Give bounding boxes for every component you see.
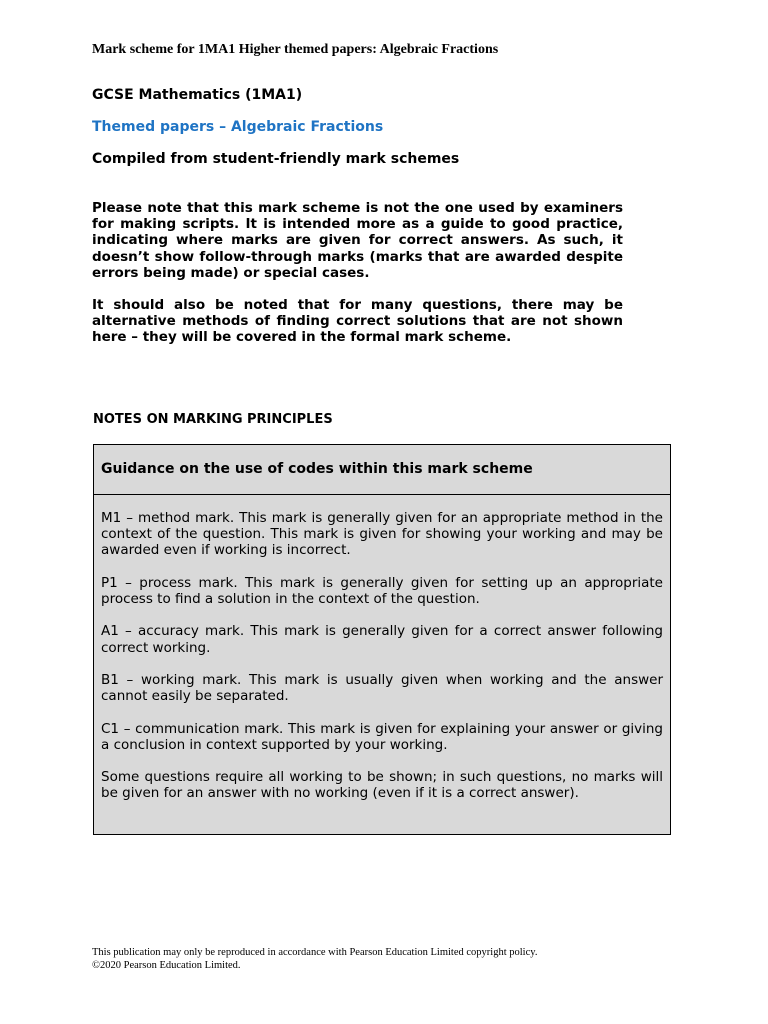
page-footer	[92, 946, 537, 972]
intro-paragraph-2: It should also be noted that for many questions, there may be alternative methods of finding correct solutions that are not shown here – they will be covered in the formal mark scheme.	[92, 297, 623, 346]
code-c1: C1 – communication mark. This mark is given for explaining your answer or giving a conclusion in context supported by your working.	[101, 720, 663, 753]
course-title: GCSE Mathematics (1MA1)	[92, 87, 303, 103]
document-subtitle: Themed papers – Algebraic Fractions	[92, 119, 384, 135]
compiled-note: Compiled from student-friendly mark schemes	[92, 151, 460, 167]
copyright-line: ©2020 Pearson Education Limited.	[92, 960, 241, 971]
code-b1: B1 – working mark. This mark is usually given when working and the answer cannot easily be separated.	[101, 671, 663, 705]
guidance-box	[93, 444, 671, 835]
code-p1: P1 – process mark. This mark is generally given for setting up an appropriate process to find a solution in the context of the question.	[101, 574, 663, 607]
working-note: Some questions require all working to be shown; in such questions, no marks will be given for an answer with no working (even if it is a correct answer).	[101, 769, 663, 802]
codes-list	[101, 510, 663, 818]
intro-paragraph-1: Please note that this mark scheme is not the one used by examiners for making scripts. It is intended more as a guide to good practice, indicating where marks are given for correct answers. As such, it doesn’t show follow-through marks (marks that are awarded despite errors being made) or special cases.	[92, 200, 623, 281]
guidance-title: Guidance on the use of codes within this mark scheme	[94, 445, 670, 495]
notes-heading: NOTES ON MARKING PRINCIPLES	[93, 412, 333, 427]
code-m1: M1 – method mark. This mark is generally given for an appropriate method in the context of the question. This mark is given for showing your working and may be awarded even if working is incorrect.	[101, 510, 663, 559]
code-a1: A1 – accuracy mark. This mark is generally given for a correct answer following correct working.	[101, 623, 663, 656]
copyright-policy: This publication may only be reproduced in accordance with Pearson Education Limited copyright policy.	[92, 947, 538, 958]
page-header: Mark scheme for 1MA1 Higher themed papers: Algebraic Fractions	[92, 42, 499, 57]
